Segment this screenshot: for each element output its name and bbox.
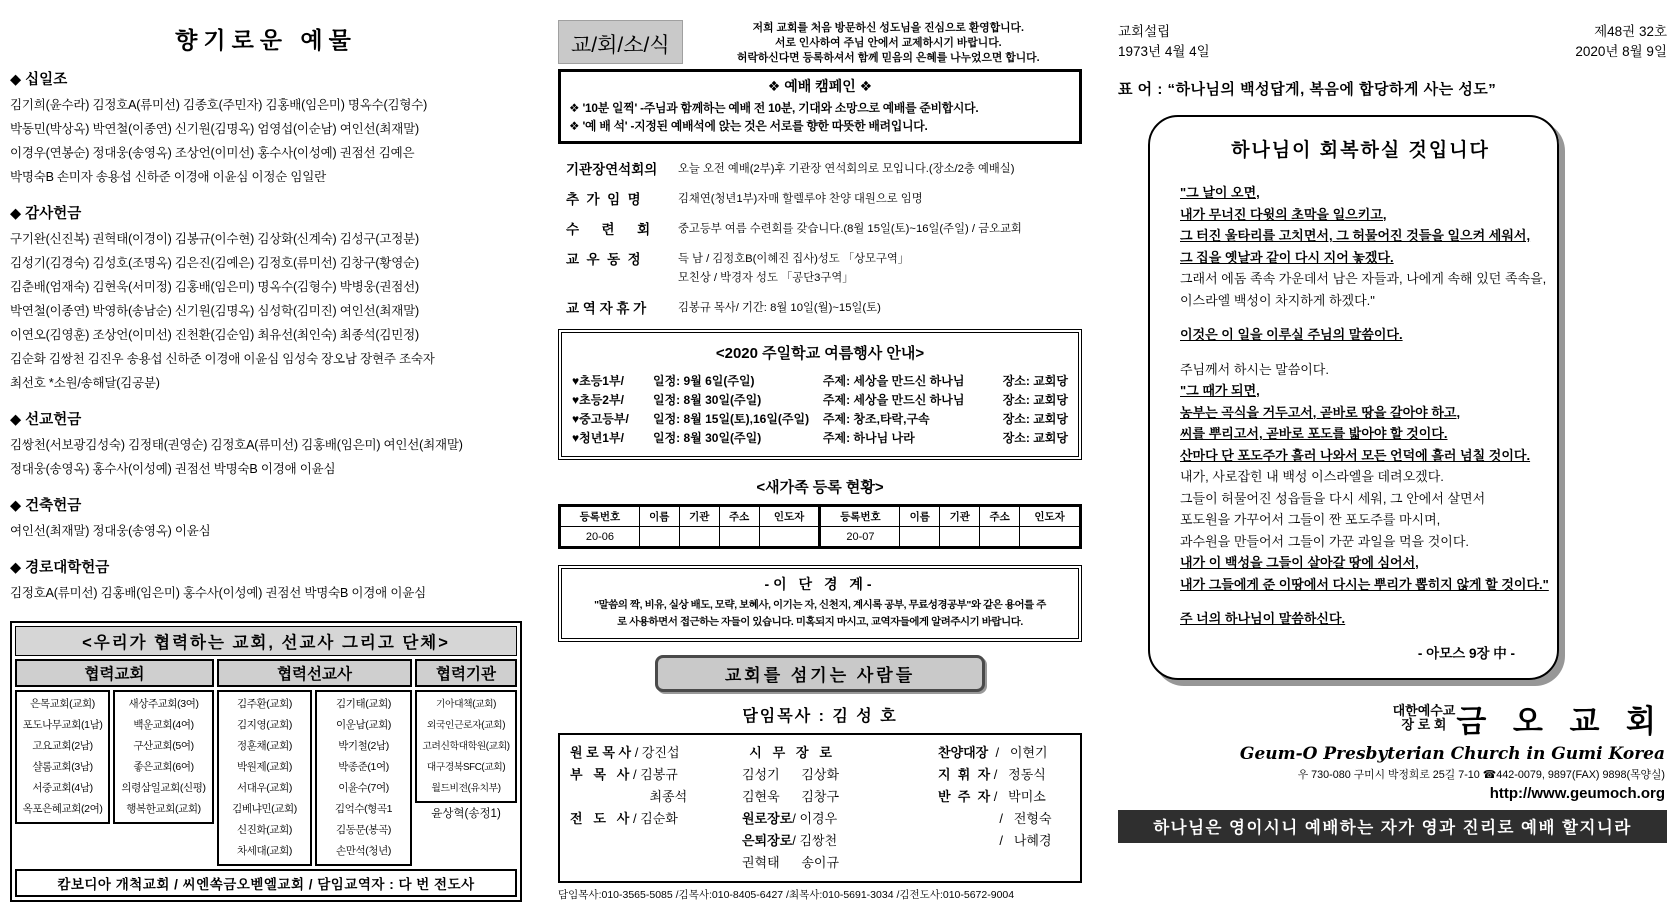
section-senior-college [10, 556, 522, 605]
staff-line: 반 주 자 / 박미소 [938, 789, 1046, 804]
scripture-title: 하나님이 회복하실 것입니다 [1231, 140, 1490, 161]
summer-event-row: ♥청년1부/ 일정: 8월 30일(주일) 주제: 하나님 나라 장소: 교회당 [572, 431, 1068, 445]
name-list [10, 581, 522, 605]
new-family-cell [759, 527, 820, 548]
name-list [10, 519, 522, 543]
coop-missionary: 차세대(교회) [237, 845, 292, 857]
new-family-header-cell: 이름 [900, 506, 940, 527]
announcements [566, 160, 1082, 318]
summer-events-title: <2020 주일학교 여름행사 안내> [715, 345, 925, 362]
staff-line: 최종석 [570, 789, 688, 804]
campaign-line: ❖ '예 배 석' -지정된 예배석에 앉는 것은 서로를 향한 따뜻한 배려입니다. [569, 119, 928, 133]
staff-column-pastors [570, 742, 742, 874]
scripture-line: 씨를 뿌리고서, 곧바로 포도를 밟아야 할 것이다. [1180, 426, 1448, 441]
announcement-text: 김봉규 목사/ 기간: 8월 10일(월)~15일(토) [678, 302, 881, 314]
scripture-line: 그들이 허물어진 성읍들을 다시 세워, 그 안에서 살면서 [1180, 490, 1486, 506]
scripture-line [1180, 346, 1541, 359]
coop-church: 좋은교회(6여) [133, 761, 194, 773]
scripture-line: 이스라엘 백성이 차지하게 하겠다." [1180, 292, 1375, 308]
campaign-lines [569, 99, 1071, 135]
name-line: 김순화 김쌍천 김진우 송용섭 신하준 이경애 이윤심 임성숙 장오남 장현주 조숙자 [10, 352, 435, 366]
new-family-title: <새가족 등록 현황> [756, 479, 884, 496]
coop-organization: 월드비전(유치부) [431, 783, 501, 794]
scripture-line: 이것은 이 일을 이루실 주님의 말씀이다. [1180, 327, 1403, 342]
name-line: 김기희(윤수라) 김정호A(류미선) 김종호(주민자) 김홍배(임은미) 명옥수(김형수) [10, 98, 428, 112]
staff-line: 김현욱 김창구 [742, 789, 840, 804]
coop-church: 구산교회(5여) [133, 740, 194, 752]
coop-church: 옥포은혜교회(2여) [22, 803, 103, 815]
new-family-cell: 20-06 [560, 527, 640, 548]
contact-phones: 담임목사:010-3565-5085 /김목사:010-8405-6427 /최목사:010-5691-3034 /김전도사:010-5672-9004 [558, 889, 1015, 901]
offerings-title: 향기로운 예물 [175, 27, 357, 53]
coop-missionary: 손만석(청년) [336, 845, 391, 857]
name-line: 여인선(최재말) 정대웅(송영옥) 이윤심 [10, 524, 211, 538]
announcement-text: 김채연(청년1부)자매 할렐루야 찬양 대원으로 임명 [678, 193, 923, 205]
summer-event-row: ♥초등2부/ 일정: 8월 30일(주일) 주제: 세상을 만드신 하나님 장소: 교회당 [572, 393, 1068, 407]
heresy-line: "말씀의 짝, 비유, 실상 배도, 모략, 보혜사, 이기는 자, 신천지, 계시록 공부, 무료성경공부"와 같은 용어를 주 [594, 600, 1046, 611]
heresy-line: 로 사용하면서 접근하는 자들이 있습니다. 미혹되지 마시고, 교역자들에게 알려주시기 바랍니다. [617, 617, 1023, 628]
name-line: 박동민(박상옥) 박연철(이종연) 신기원(김명옥) 엄영섭(이순남) 여인선(최재말) [10, 122, 419, 136]
scripture-line: 주님께서 하시는 말씀이다. [1180, 361, 1329, 377]
name-list [10, 227, 522, 395]
staff-line: 찬양대장 / 이현기 [938, 745, 1048, 760]
denomination: 대한예수교 장 로 회 [1392, 703, 1456, 732]
church-news-panel [558, 20, 1082, 902]
summer-event-row: ♥초등1부/ 일정: 9월 6일(주일) 주제: 세상을 만드신 하나님 장소: 교회당 [572, 374, 1068, 388]
name-line: 이연오(김영훈) 조상언(이미선) 진천환(김순임) 최유선(최인숙) 최종석(김민정) [10, 328, 419, 342]
heresy-text [566, 597, 1074, 631]
staff-line: / 나혜경 [938, 833, 1052, 848]
staff-column-music [938, 742, 1076, 874]
coop-missionary: 김억수(형곡1 [334, 803, 393, 815]
announcement-row [566, 250, 1082, 288]
coop-church: 서중교회(4남) [32, 782, 93, 794]
coop-organization: 고려신학대학원(교회) [422, 741, 510, 752]
coop-missionaries-col1 [217, 690, 312, 866]
section-building [10, 494, 522, 543]
coop-church: 행복한교회(교회) [126, 803, 201, 815]
name-line: 박명숙B 손미자 송용섭 신하준 이경애 이윤심 이정순 임일란 [10, 170, 327, 184]
staff-line: 전 도 사 / 김순화 [570, 811, 678, 826]
coop-churches-col1 [15, 690, 110, 824]
coop-missionary: 이운남(교회) [336, 719, 391, 731]
welcome-message [695, 20, 1082, 66]
staff-line: 시 무 장 로 [742, 745, 832, 760]
coop-missionary: 박기철(2남) [338, 740, 389, 752]
coop-church: 포도나무교회(1남) [22, 719, 103, 731]
coop-church: 새상주교회(3여) [128, 698, 199, 710]
church-website: http://www.geumoch.org [1489, 784, 1665, 802]
announcement-text: 중고등부 여름 수련회를 갖습니다.(8월 15일(토)~16일(주일) / 금오교회 [678, 223, 1022, 235]
cooperation-table [10, 621, 522, 902]
church-identity [1118, 696, 1667, 802]
coop-extra-missionary: 윤상혁(송정1) [431, 808, 501, 820]
coop-missionary: 김동문(봉곡) [336, 824, 391, 836]
name-line: 정대웅(송영옥) 홍수사(이성예) 권점선 박명숙B 이경애 이윤심 [10, 462, 336, 476]
coop-missionary: 이윤수(7여) [338, 782, 389, 794]
coop-missionaries-col2 [315, 690, 412, 866]
section-heading: ◆ 건축헌금 [10, 498, 82, 514]
announcement-row [566, 190, 1082, 209]
worship-campaign-box [558, 69, 1082, 144]
scripture-line: "그 날이 오면, [1180, 185, 1260, 200]
coop-church: 고요교회(2남) [32, 740, 93, 752]
issue-block [1575, 22, 1667, 62]
section-heading: ◆ 감사헌금 [10, 206, 82, 222]
section-mission [10, 408, 522, 481]
announcement-label: 기관장연석회의 [566, 162, 658, 177]
coop-organization: 대구경북SFC(교회) [426, 762, 506, 773]
name-line: 이경우(연봉순) 정대웅(송영옥) 조상언(이미선) 홍수사(이성예) 권점선 김예은 [10, 146, 415, 160]
new-family-header-cell: 이름 [639, 506, 679, 527]
staff-line: 지 휘 자 / 정동식 [938, 767, 1046, 782]
offerings-panel [10, 14, 522, 902]
church-address: 우 730-080 구미시 박정희로 25길 7-10 ☎442-0079, 9897(FAX) 9898(목양실) [1297, 768, 1665, 781]
staff-table [558, 733, 1082, 883]
new-family-table [558, 504, 1082, 549]
new-family-cell [980, 527, 1020, 548]
coop-header-organizations: 협력기관 [415, 659, 517, 687]
name-line: 최선호 *소원/송해달(김공분) [10, 376, 160, 390]
new-family-header-cell: 등록번호 [560, 506, 640, 527]
section-heading: ◆ 경로대학헌금 [10, 560, 110, 576]
new-family-header-cell: 기관 [940, 506, 980, 527]
staff-line: 원로장로/ 이경우 [742, 811, 838, 826]
welcome-line: 서로 인사하여 주님 안에서 교제하시기 바랍니다. [775, 37, 1002, 49]
scripture-line: 포도원을 가꾸어서 그들이 짠 포도주를 마시며, [1180, 512, 1441, 527]
scripture-line: 내가, 사로잡힌 내 백성 이스라엘을 데려오겠다. [1180, 469, 1444, 484]
announcement-label: 교 역 자 휴 가 [566, 301, 647, 316]
name-line: 김성기(김경숙) 김성호(조명옥) 김은진(김예은) 김정호(류미선) 김창구(황영순) [10, 256, 419, 270]
church-motto: 표 어 : “하나님의 백성답게, 복음에 합당하게 사는 성도” [1118, 81, 1497, 98]
section-thanksgiving [10, 202, 522, 395]
section-heading: ◆ 십일조 [10, 72, 68, 88]
announcement-label: 추 가 임 명 [566, 192, 641, 207]
new-family-cell [719, 527, 759, 548]
coop-header-missionaries: 협력선교사 [217, 659, 412, 687]
campaign-title: ❖ 예배 캠페인 ❖ [767, 78, 873, 94]
new-family-header-cell: 인도자 [759, 506, 820, 527]
campaign-line: ❖ '10분 일찍' -주님과 함께하는 예배 전 10분, 기대와 소망으로 예배를 준비합시다. [569, 101, 979, 115]
issue-date: 2020년 8월 9일 [1575, 44, 1667, 59]
summer-events-box [558, 329, 1082, 460]
coop-organizations-box [415, 690, 517, 803]
church-name: 금 오 교 회 [1456, 703, 1665, 739]
scripture-source: - 아모스 9장 中 - [1417, 645, 1515, 661]
scripture-line: 농부는 곡식을 거두고서, 곧바로 땅을 갈아야 하고, [1180, 404, 1461, 420]
staff-column-elders [742, 742, 938, 874]
new-family-header-cell: 주소 [980, 506, 1020, 527]
scripture-line: 과수원을 만들어서 그들이 가꾼 과일을 먹을 것이다. [1180, 533, 1470, 549]
news-title: 교/회/소/식 [558, 20, 683, 64]
coop-church: 샬롬교회(3남) [32, 761, 93, 773]
scripture-line: 그 터진 울타리를 고치면서, 그 허물어진 것들을 일으켜 세워서, [1180, 228, 1531, 243]
senior-pastor-line: 담임목사 : 김 성 호 [742, 708, 898, 725]
cooperation-grid [15, 659, 517, 897]
new-family-header-cell: 주소 [719, 506, 759, 527]
announcement-row [566, 220, 1082, 239]
section-heading: ◆ 선교헌금 [10, 412, 82, 428]
name-line: 구기완(신진복) 권혁태(이경이) 김봉규(이수현) 김상화(신계숙) 김성구(고정분) [10, 232, 419, 246]
scripture-line: 내가 무너진 다윗의 초막을 일으키고, [1180, 206, 1387, 222]
coop-church: 의령삼일교회(신평) [121, 782, 206, 794]
name-line: 김정호A(류미선) 김홍배(임은미) 홍수사(이성예) 권점선 박명숙B 이경애 이윤심 [10, 586, 426, 600]
new-family-header-cell: 등록번호 [820, 506, 900, 527]
coop-header-churches: 협력교회 [15, 659, 214, 687]
staff-line: 은퇴장로/ 김쌍천 [742, 833, 838, 848]
new-family-cell [940, 527, 980, 548]
news-header [558, 20, 1082, 66]
coop-church: 은목교회(교회) [30, 698, 95, 710]
announcement-row [566, 160, 1082, 179]
name-list [10, 93, 522, 189]
heresy-warning-box [558, 565, 1082, 642]
scripture-line: 주 너의 하나님이 말씀하신다. [1180, 611, 1346, 626]
coop-missionary: 박원제(교회) [237, 761, 292, 773]
coop-missionary: 김주환(교회) [237, 698, 292, 710]
scripture-line: 그 집을 옛날과 같이 다시 지어 놓겠다. [1180, 249, 1394, 265]
new-family-header-row [560, 506, 1081, 527]
scripture-line: 내가 이 백성을 그들이 살아갈 땅에 심어서, [1180, 555, 1419, 570]
established-date: 1973년 4월 4일 [1118, 44, 1210, 59]
new-family-cell [639, 527, 679, 548]
coop-missionary: 정훈채(교회) [237, 740, 292, 752]
name-list [10, 433, 522, 481]
announcement-text: 오늘 오전 예배(2부)후 기관장 연석회의로 모입니다.(장소/2층 예배실) [678, 163, 1015, 175]
staff-line: / 전형숙 [938, 811, 1052, 826]
coop-organization: 기아대책(교회) [435, 699, 497, 710]
summer-event-row: ♥중고등부/ 일정: 8월 15일(토),16일(주일) 주제: 창조,타락,구속 장소: 교회당 [572, 412, 1068, 426]
scripture-line: 그래서 에돔 족속 가운데서 남은 자들과, 나에게 속해 있던 족속을, [1180, 271, 1547, 286]
scripture-line [1180, 311, 1541, 324]
issue-number: 제48권 32호 [1594, 24, 1667, 39]
scripture-line: 산마다 단 포도주가 흘러 나와서 모든 언덕에 흘러 넘칠 것이다. [1180, 447, 1531, 463]
scripture-body [1180, 182, 1549, 630]
established-block [1118, 22, 1210, 62]
verse-bar: 하나님은 영이시니 예배하는 자가 영과 진리로 예배 할지니라 [1118, 810, 1667, 843]
new-family-header-cell: 기관 [679, 506, 719, 527]
staff-line: 부 목 사 / 김봉규 [570, 767, 678, 782]
coop-organizations-cell [415, 690, 517, 866]
coop-churches-col2 [113, 690, 214, 824]
coop-church: 백운교회(4여) [133, 719, 194, 731]
welcome-line: 저희 교회를 처음 방문하신 성도님을 진심으로 환영합니다. [752, 22, 1024, 34]
coop-missionary: 김베냐민(교회) [232, 803, 297, 815]
staff-line: 권혁태 송이규 [742, 855, 840, 870]
announcement-label: 수 련 회 [566, 222, 651, 237]
coop-missionary: 박종준(1여) [338, 761, 389, 773]
new-family-data-row [560, 527, 1081, 548]
new-family-header-cell: 인도자 [1020, 506, 1081, 527]
name-line: 김쌍천(서보광김성숙) 김정태(권영순) 김정호A(류미선) 김홍배(임은미) 여인선(최재말) [10, 438, 463, 452]
coop-footer: 캄보디아 개척교회 / 씨엔쏙금오벧엘교회 / 담임교역자 : 다 번 전도사 [15, 869, 517, 897]
staff-line: 원 로 목 사 / 강진섭 [570, 745, 680, 760]
servants-title: 교회를 섬기는 사람들 [655, 655, 985, 692]
announcement-row [566, 299, 1082, 318]
scripture-line: 내가 그들에게 준 이땅에서 다시는 뿌리가 뽑히지 않게 할 것이다." [1180, 576, 1549, 592]
new-family-cell [900, 527, 940, 548]
church-name-row [1393, 696, 1665, 741]
coop-missionary: 김기태(교회) [336, 698, 391, 710]
coop-missionary: 신진화(교회) [237, 824, 292, 836]
staff-line: 김성기 김상화 [742, 767, 840, 782]
masthead-panel [1118, 16, 1667, 843]
coop-missionary: 김지영(교회) [237, 719, 292, 731]
welcome-line: 허락하신다면 등록하셔서 함께 믿음의 은혜를 나누었으면 합니다. [737, 52, 1040, 64]
announcement-label: 교 우 동 정 [566, 252, 641, 267]
cooperation-table-title: <우리가 협력하는 교회, 선교사 그리고 단체> [15, 626, 517, 656]
new-family-cell [1020, 527, 1081, 548]
established-label: 교회설립 [1118, 24, 1171, 39]
masthead [1118, 22, 1667, 62]
church-name-english: Geum-O Presbyterian Church in Gumi Korea [1239, 743, 1665, 764]
new-family-cell [679, 527, 719, 548]
scripture-line: "그 때가 되면, [1180, 383, 1260, 398]
announcement-text: 득 남 / 김정호B(이혜진 집사)성도 「상모구역」 모친상 / 박경자 성도 「공단3구역」 [678, 253, 910, 284]
coop-missionary: 서대우(교회) [237, 782, 292, 794]
coop-organization: 외국인근로자(교회) [426, 720, 506, 731]
new-family-cell: 20-07 [820, 527, 900, 548]
heresy-title: -이 단 경 계- [764, 576, 876, 592]
name-line: 박연철(이종연) 박영하(송남순) 신기원(김명옥) 심성학(김미진) 여인선(최재말) [10, 304, 419, 318]
scripture-box [1148, 115, 1559, 680]
name-line: 김춘배(엄재숙) 김현욱(서미정) 김홍배(임은미) 명옥수(김형수) 박병웅(권점선) [10, 280, 419, 294]
scripture-line [1180, 595, 1541, 608]
section-tithe [10, 68, 522, 189]
